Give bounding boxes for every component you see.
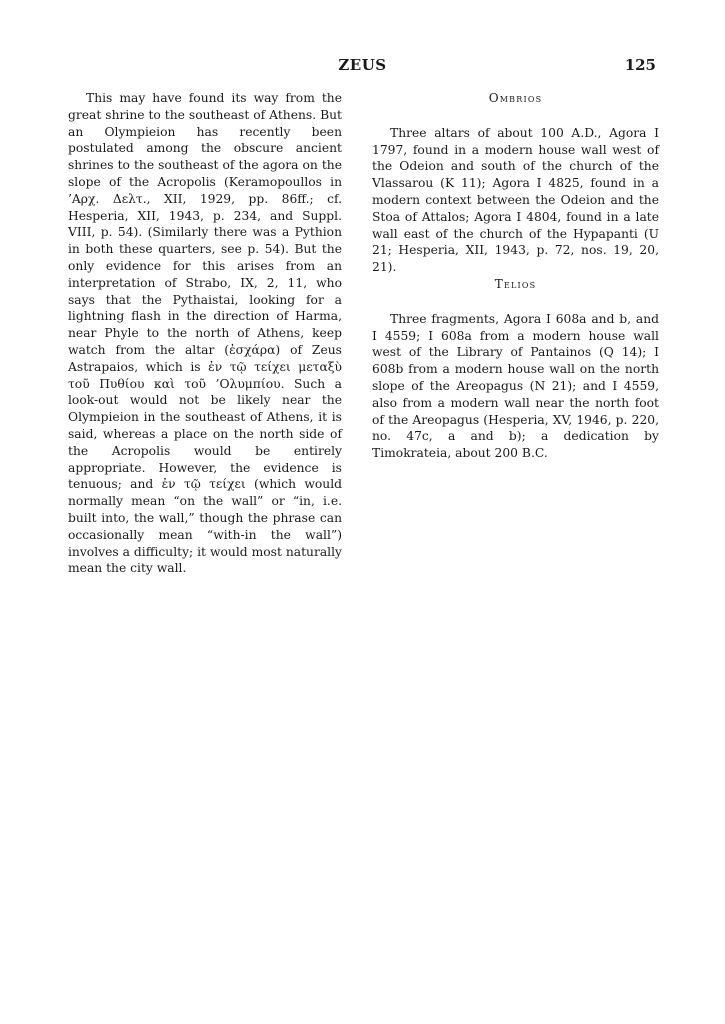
- section-text-ombrios: Three altars of about 100 A.D., Agora I 1797, found in a modern house wall west of the Odeion and south of the church of the Vlassarou (K 11); Agora I 4825, found in a modern context between the Odeion and the Stoa of Attalos; Agora I 4804, found in a late wall east of the church of the Hypapanti (U 21; Hesperia, XII, 1943, p. 72, nos. 19, 20, 21).: [372, 125, 659, 275]
- right-column: [372, 90, 659, 462]
- section-heading-telios: Telios: [494, 276, 537, 291]
- body-paragraph: This may have found its way from the great shrine to the southeast of Athens. But an Olympieion has recently been postulated among the obscure ancient shrines to the southeast of the agora on the slope of the Acropolis (Keramopoullos in ’Αρχ. Δελτ., XII, 1929, pp. 86ff.; cf. Hesperia, XII, 1943, p. 234, and Suppl. VIII, p. 54). (Similarly there was a Pythion in both these quarters, see p. 54). But the only evidence for this arises from an interpretation of Strabo, IX, 2, 11, who says that the Pythaistai, looking for a lightning flash in the direction of Harma, near Phyle to the north of Athens, keep watch from the altar (ἐσχάρα) of Zeus Astrapaios, which is ἐν τῷ τείχει μεταξὺ τοῦ Πυθίου καὶ τοῦ ’Ολυμπίου. Such a look-out would not be likely near the Olympieion in the southeast of Athens, it is said, whereas a place on the north side of the Acropolis would be entirely appropriate. However, the evidence is tenuous; and ἐν τῷ τείχει (which would normally mean “on the wall” or “in, i.e. built into, the wall,” though the phrase can occasionally mean “with-in the wall”) involves a difficulty; it would most naturally mean the city wall.: [68, 91, 342, 576]
- section-heading-ombrios: Ombrios: [488, 91, 543, 105]
- page-number: 125: [624, 56, 656, 74]
- running-head: [0, 56, 725, 76]
- running-head-title: ZEUS: [338, 56, 387, 74]
- section-text-telios: Three fragments, Agora I 608a and b, and I 4559; I 608a from a modern house wall west of the Library of Pantainos (Q 14); I 608b from a modern house wall on the north slope of the Areopagus (N 21); and I 4559, also from a modern wall near the north foot of the Areopagus (Hesperia, XV, 1946, p. 220, no. 47c, a and b); a dedication by Timokrateia, about 200 B.C.: [372, 311, 659, 461]
- left-column: [68, 90, 342, 577]
